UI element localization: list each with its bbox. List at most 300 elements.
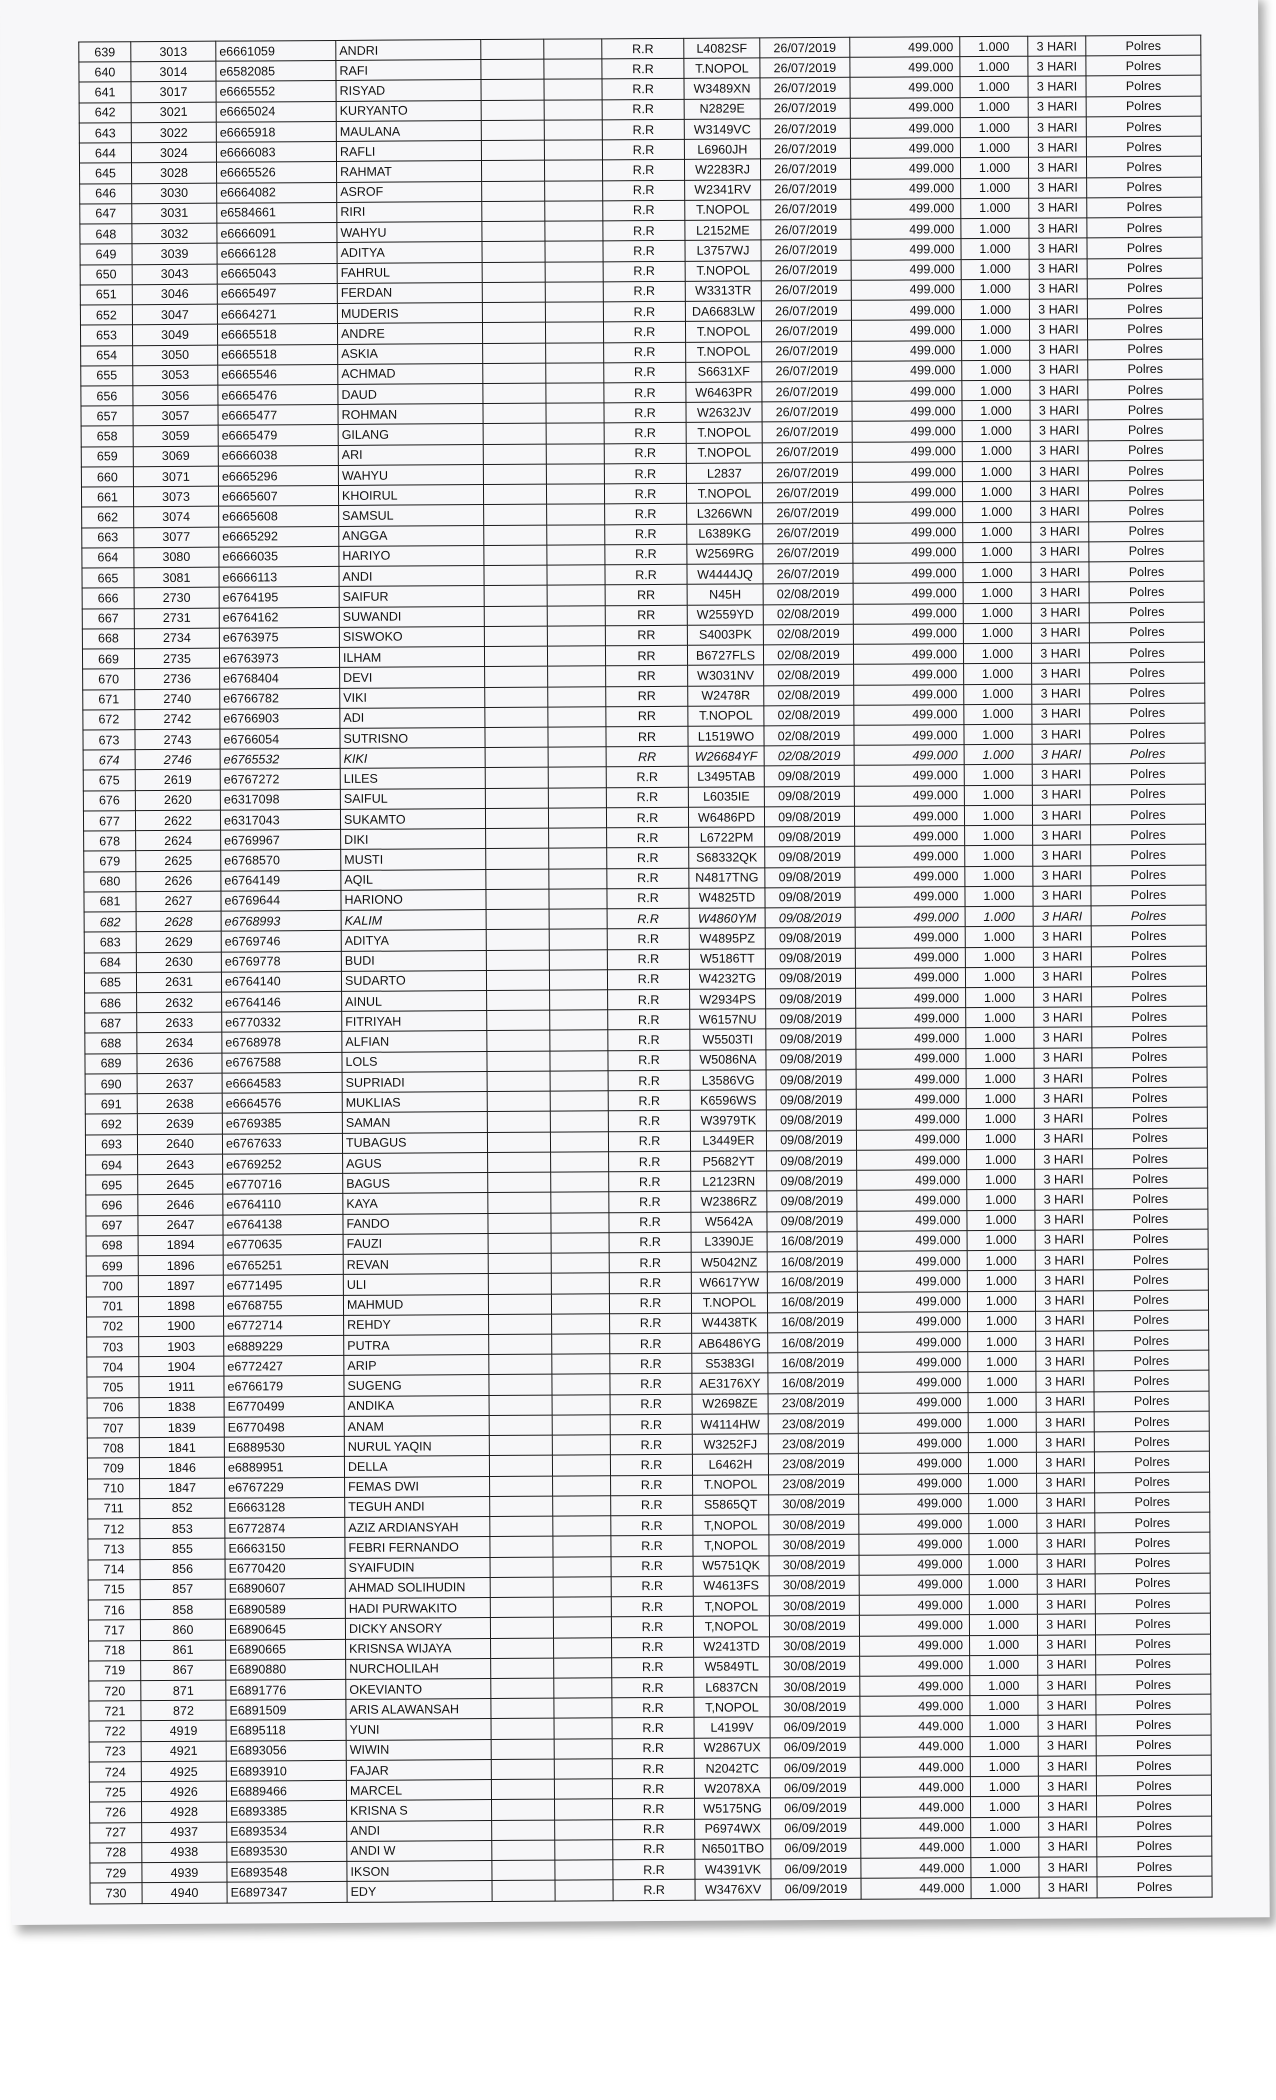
row-number-cell: 705 xyxy=(87,1377,139,1398)
ticket-id-cell: e6769385 xyxy=(222,1113,342,1134)
plate-number-cell: T.NOPOL xyxy=(686,483,762,504)
ticket-id-cell: e6766054 xyxy=(220,728,340,749)
duration-cell: 3 HARI xyxy=(1038,1655,1096,1676)
plate-number-cell: W2078XA xyxy=(694,1778,770,1799)
date-cell: 30/08/2019 xyxy=(769,1575,859,1596)
blank-cell-2 xyxy=(555,1880,613,1901)
ticket-id-cell: e6769967 xyxy=(221,830,341,851)
blank-cell-2 xyxy=(548,787,606,808)
fee-cell: 1.000 xyxy=(961,218,1029,239)
ticket-id-cell: E6890607 xyxy=(225,1578,345,1599)
plate-number-cell: S4003PK xyxy=(687,625,763,646)
blank-cell-2 xyxy=(548,767,606,788)
blank-cell-1 xyxy=(481,140,544,161)
vehicle-type-cell: RR xyxy=(605,645,687,666)
row-number-cell: 691 xyxy=(85,1094,137,1115)
fee-cell: 1.000 xyxy=(965,866,1033,887)
fine-amount-cell: 499.000 xyxy=(851,239,961,260)
fine-amount-cell: 499.000 xyxy=(852,482,962,503)
date-cell: 09/08/2019 xyxy=(765,948,855,969)
name-cell: SAMSUL xyxy=(339,505,484,526)
blank-cell-1 xyxy=(485,788,548,809)
ticket-id-cell: e6317098 xyxy=(220,789,340,810)
plate-number-cell: L3449ER xyxy=(690,1130,766,1151)
blank-cell-1 xyxy=(490,1476,553,1497)
plate-number-cell: W4613FS xyxy=(693,1576,769,1597)
vehicle-type-cell: R.R xyxy=(607,868,689,889)
duration-cell: 3 HARI xyxy=(1032,805,1090,826)
fine-amount-cell: 499.000 xyxy=(851,300,961,321)
name-cell: KURYANTO xyxy=(336,100,481,121)
plate-number-cell: W6486PD xyxy=(688,807,764,828)
blank-cell-2 xyxy=(544,100,602,121)
office-cell: Polres xyxy=(1087,258,1202,279)
row-number-cell: 726 xyxy=(90,1802,142,1823)
name-cell: EDY xyxy=(347,1881,492,1902)
fine-amount-cell: 499.000 xyxy=(852,441,962,462)
ticket-id-cell: e6767229 xyxy=(225,1477,345,1498)
duration-cell: 3 HARI xyxy=(1038,1776,1096,1797)
vehicle-type-cell: R.R xyxy=(606,767,688,788)
vehicle-type-cell: R.R xyxy=(611,1495,693,1516)
blank-cell-1 xyxy=(486,869,549,890)
name-cell: HADI PURWAKITO xyxy=(345,1598,490,1619)
date-cell: 16/08/2019 xyxy=(768,1312,858,1333)
name-cell: FERDAN xyxy=(337,282,482,303)
ticket-id-cell: E6893910 xyxy=(226,1760,346,1781)
name-cell: FAHRUL xyxy=(337,262,482,283)
fine-amount-cell: 499.000 xyxy=(850,138,960,159)
vehicle-type-cell: R.R xyxy=(602,38,684,59)
fine-amount-cell: 499.000 xyxy=(855,866,965,887)
vehicle-type-cell: R.R xyxy=(602,160,684,181)
blank-cell-2 xyxy=(555,1819,613,1840)
blank-cell-2 xyxy=(548,747,606,768)
vehicle-type-cell: R.R xyxy=(611,1536,693,1557)
code-cell: 2646 xyxy=(138,1195,223,1216)
date-cell: 30/08/2019 xyxy=(770,1656,860,1677)
ticket-id-cell: e6768993 xyxy=(221,911,341,932)
duration-cell: 3 HARI xyxy=(1037,1513,1095,1534)
code-cell: 1841 xyxy=(139,1437,224,1458)
duration-cell: 3 HARI xyxy=(1032,704,1090,725)
duration-cell: 3 HARI xyxy=(1030,360,1088,381)
blank-cell-1 xyxy=(485,707,548,728)
code-cell: 2625 xyxy=(136,851,221,872)
plate-number-cell: W3476XV xyxy=(695,1879,771,1900)
blank-cell-1 xyxy=(481,120,544,141)
duration-cell: 3 HARI xyxy=(1035,1230,1093,1251)
code-cell: 3077 xyxy=(134,527,219,548)
row-number-cell: 693 xyxy=(85,1134,137,1155)
name-cell: HARIONO xyxy=(341,889,486,910)
vehicle-type-cell: R.R xyxy=(603,200,685,221)
vehicle-type-cell: R.R xyxy=(609,1273,691,1294)
blank-cell-1 xyxy=(488,1193,551,1214)
date-cell: 06/09/2019 xyxy=(770,1757,860,1778)
fine-amount-cell: 499.000 xyxy=(850,158,960,179)
duration-cell: 3 HARI xyxy=(1034,1027,1092,1048)
fine-amount-cell: 499.000 xyxy=(857,1210,967,1231)
row-number-cell: 715 xyxy=(88,1579,140,1600)
name-cell: FANDO xyxy=(343,1213,488,1234)
row-number-cell: 662 xyxy=(82,507,134,528)
row-number-cell: 644 xyxy=(79,143,131,164)
plate-number-cell: W2341RV xyxy=(685,179,761,200)
blank-cell-2 xyxy=(548,707,606,728)
fee-cell: 1.000 xyxy=(970,1797,1038,1818)
vehicle-type-cell: R.R xyxy=(604,382,686,403)
ticket-id-cell: E6890589 xyxy=(225,1598,345,1619)
date-cell: 02/08/2019 xyxy=(763,644,853,665)
plate-number-cell: W2698ZE xyxy=(692,1394,768,1415)
duration-cell: 3 HARI xyxy=(1029,258,1087,279)
vehicle-type-cell: R.R xyxy=(608,1131,690,1152)
ticket-id-cell: e6768404 xyxy=(220,668,340,689)
ticket-id-cell: e6889951 xyxy=(224,1457,344,1478)
office-cell: Polres xyxy=(1089,521,1204,542)
vehicle-type-cell: R.R xyxy=(608,1070,690,1091)
row-number-cell: 695 xyxy=(86,1175,138,1196)
code-cell: 1847 xyxy=(140,1478,225,1499)
code-cell: 4928 xyxy=(142,1802,227,1823)
plate-number-cell: S6631XF xyxy=(686,362,762,383)
blank-cell-1 xyxy=(484,525,547,546)
row-number-cell: 678 xyxy=(84,831,136,852)
blank-cell-2 xyxy=(550,1111,608,1132)
blank-cell-2 xyxy=(552,1374,610,1395)
blank-cell-1 xyxy=(488,1253,551,1274)
ticket-id-cell: E6891509 xyxy=(226,1700,346,1721)
row-number-cell: 667 xyxy=(82,608,134,629)
name-cell: ULI xyxy=(343,1274,488,1295)
plate-number-cell: W4895PZ xyxy=(689,928,765,949)
duration-cell: 3 HARI xyxy=(1031,582,1089,603)
fee-cell: 1.000 xyxy=(962,481,1030,502)
fine-amount-cell: 449.000 xyxy=(860,1777,970,1798)
duration-cell: 3 HARI xyxy=(1039,1816,1097,1837)
duration-cell: 3 HARI xyxy=(1031,643,1089,664)
date-cell: 02/08/2019 xyxy=(763,604,853,625)
blank-cell-2 xyxy=(547,524,605,545)
row-number-cell: 684 xyxy=(84,952,136,973)
blank-cell-1 xyxy=(483,383,546,404)
duration-cell: 3 HARI xyxy=(1029,319,1087,340)
duration-cell: 3 HARI xyxy=(1030,441,1088,462)
fee-cell: 1.000 xyxy=(965,947,1033,968)
office-cell: Polres xyxy=(1086,76,1201,97)
blank-cell-1 xyxy=(482,201,545,222)
row-number-cell: 679 xyxy=(84,851,136,872)
name-cell: NURUL YAQIN xyxy=(344,1436,489,1457)
ticket-id-cell: e6666091 xyxy=(217,223,337,244)
name-cell: MUDERIS xyxy=(337,303,482,324)
code-cell: 1838 xyxy=(139,1397,224,1418)
fine-amount-cell: 499.000 xyxy=(854,765,964,786)
fee-cell: 1.000 xyxy=(969,1473,1037,1494)
vehicle-type-cell: R.R xyxy=(607,949,689,970)
vehicle-type-cell: R.R xyxy=(612,1698,694,1719)
blank-cell-2 xyxy=(549,848,607,869)
duration-cell: 3 HARI xyxy=(1028,36,1086,57)
row-number-cell: 654 xyxy=(81,345,133,366)
plate-number-cell: W4232TG xyxy=(689,969,765,990)
fee-cell: 1.000 xyxy=(964,805,1032,826)
name-cell: TEGUH ANDI xyxy=(345,1496,490,1517)
blank-cell-1 xyxy=(486,909,549,930)
fine-amount-cell: 499.000 xyxy=(850,77,960,98)
ticket-id-cell: e6665043 xyxy=(217,263,337,284)
blank-cell-1 xyxy=(492,1880,555,1901)
plate-number-cell: W2867UX xyxy=(694,1738,770,1759)
plate-number-cell: T.NOPOL xyxy=(691,1292,767,1313)
code-cell: 1896 xyxy=(138,1255,223,1276)
name-cell: MAULANA xyxy=(336,121,481,142)
date-cell: 26/07/2019 xyxy=(763,543,853,564)
fee-cell: 1.000 xyxy=(961,259,1029,280)
code-cell: 860 xyxy=(140,1619,225,1640)
ticket-id-cell: E6895118 xyxy=(226,1720,346,1741)
office-cell: Polres xyxy=(1092,1108,1207,1129)
office-cell: Polres xyxy=(1096,1735,1211,1756)
office-cell: Polres xyxy=(1089,541,1204,562)
blank-cell-1 xyxy=(489,1435,552,1456)
fee-cell: 1.000 xyxy=(963,643,1031,664)
plate-number-cell: T.NOPOL xyxy=(685,260,761,281)
office-cell: Polres xyxy=(1096,1654,1211,1675)
ticket-id-cell: E6893548 xyxy=(227,1862,347,1883)
fee-cell: 1.000 xyxy=(968,1432,1036,1453)
blank-cell-1 xyxy=(491,1678,554,1699)
code-cell: 3017 xyxy=(131,82,216,103)
blank-cell-1 xyxy=(482,322,545,343)
plate-number-cell: T,NOPOL xyxy=(694,1697,770,1718)
blank-cell-1 xyxy=(487,1031,550,1052)
ticket-id-cell: e6666113 xyxy=(219,567,339,588)
fee-cell: 1.000 xyxy=(963,522,1031,543)
vehicle-type-cell: RR xyxy=(605,625,687,646)
code-cell: 2619 xyxy=(135,770,220,791)
blank-cell-2 xyxy=(546,363,604,384)
blank-cell-2 xyxy=(547,646,605,667)
code-cell: 3047 xyxy=(132,304,217,325)
fee-cell: 1.000 xyxy=(970,1756,1038,1777)
fee-cell: 1.000 xyxy=(964,765,1032,786)
blank-cell-1 xyxy=(492,1820,555,1841)
duration-cell: 3 HARI xyxy=(1028,157,1086,178)
vehicle-type-cell: R.R xyxy=(605,564,687,585)
duration-cell: 3 HARI xyxy=(1035,1149,1093,1170)
duration-cell: 3 HARI xyxy=(1032,724,1090,745)
row-number-cell: 668 xyxy=(82,628,134,649)
name-cell: DIKI xyxy=(341,829,486,850)
row-number-cell: 698 xyxy=(86,1236,138,1257)
blank-cell-1 xyxy=(486,889,549,910)
row-number-cell: 642 xyxy=(79,102,131,123)
ticket-id-cell: E6890880 xyxy=(226,1659,346,1680)
vehicle-type-cell: R.R xyxy=(604,342,686,363)
blank-cell-1 xyxy=(489,1456,552,1477)
fee-cell: 1.000 xyxy=(970,1635,1038,1656)
duration-cell: 3 HARI xyxy=(1038,1675,1096,1696)
row-number-cell: 703 xyxy=(87,1337,139,1358)
vehicle-type-cell: R.R xyxy=(611,1475,693,1496)
fine-amount-cell: 499.000 xyxy=(857,1150,967,1171)
fine-amount-cell: 499.000 xyxy=(857,1190,967,1211)
code-cell: 1846 xyxy=(139,1458,224,1479)
office-cell: Polres xyxy=(1093,1148,1208,1169)
fine-amount-cell: 499.000 xyxy=(859,1554,969,1575)
vehicle-type-cell: R.R xyxy=(604,443,686,464)
fine-amount-cell: 499.000 xyxy=(859,1473,969,1494)
date-cell: 26/07/2019 xyxy=(762,442,852,463)
fine-amount-cell: 499.000 xyxy=(853,583,963,604)
office-cell: Polres xyxy=(1090,804,1205,825)
date-cell: 26/07/2019 xyxy=(761,260,851,281)
duration-cell: 3 HARI xyxy=(1028,97,1086,118)
name-cell: GILANG xyxy=(338,424,483,445)
office-cell: Polres xyxy=(1091,845,1206,866)
date-cell: 02/08/2019 xyxy=(763,624,853,645)
fine-amount-cell: 499.000 xyxy=(857,1291,967,1312)
office-cell: Polres xyxy=(1094,1411,1209,1432)
plate-number-cell: T.NOPOL xyxy=(686,422,762,443)
fine-amount-cell: 499.000 xyxy=(860,1635,970,1656)
office-cell: Polres xyxy=(1087,197,1202,218)
ticket-id-cell: e6770635 xyxy=(223,1234,343,1255)
blank-cell-2 xyxy=(552,1334,610,1355)
date-cell: 06/09/2019 xyxy=(770,1737,860,1758)
row-number-cell: 719 xyxy=(89,1660,141,1681)
ticket-id-cell: e6767272 xyxy=(220,769,340,790)
date-cell: 26/07/2019 xyxy=(761,280,851,301)
blank-cell-1 xyxy=(491,1658,554,1679)
fee-cell: 1.000 xyxy=(960,56,1028,77)
plate-number-cell: T.NOPOL xyxy=(693,1474,769,1495)
ticket-id-cell: E6893534 xyxy=(227,1821,347,1842)
code-cell: 3031 xyxy=(132,203,217,224)
fine-amount-cell: 499.000 xyxy=(855,907,965,928)
name-cell: HARIYO xyxy=(339,545,484,566)
code-cell: 2734 xyxy=(134,628,219,649)
ticket-id-cell: e6769252 xyxy=(223,1153,343,1174)
office-cell: Polres xyxy=(1097,1876,1212,1897)
duration-cell: 3 HARI xyxy=(1034,1088,1092,1109)
blank-cell-1 xyxy=(484,505,547,526)
date-cell: 26/07/2019 xyxy=(760,159,850,180)
date-cell: 26/07/2019 xyxy=(762,402,852,423)
plate-number-cell: W2559YD xyxy=(687,604,763,625)
blank-cell-1 xyxy=(487,1112,550,1133)
ticket-id-cell: e6769644 xyxy=(221,890,341,911)
row-number-cell: 692 xyxy=(85,1114,137,1135)
date-cell: 09/08/2019 xyxy=(764,766,854,787)
vehicle-type-cell: R.R xyxy=(606,787,688,808)
plate-number-cell: W5503TI xyxy=(690,1029,766,1050)
name-cell: KIKI xyxy=(340,748,485,769)
row-number-cell: 707 xyxy=(87,1418,139,1439)
name-cell: KAYA xyxy=(343,1193,488,1214)
fee-cell: 1.000 xyxy=(971,1857,1039,1878)
plate-number-cell: T,NOPOL xyxy=(693,1515,769,1536)
name-cell: ADI xyxy=(340,707,485,728)
row-number-cell: 648 xyxy=(80,224,132,245)
blank-cell-1 xyxy=(491,1719,554,1740)
duration-cell: 3 HARI xyxy=(1035,1209,1093,1230)
fine-amount-cell: 499.000 xyxy=(852,462,962,483)
code-cell: 4919 xyxy=(141,1721,226,1742)
ticket-id-cell: e6764146 xyxy=(222,991,342,1012)
plate-number-cell: W3149VC xyxy=(684,119,760,140)
name-cell: MARCEL xyxy=(346,1780,491,1801)
blank-cell-2 xyxy=(555,1840,613,1861)
fine-amount-cell: 499.000 xyxy=(852,421,962,442)
office-cell: Polres xyxy=(1096,1755,1211,1776)
duration-cell: 3 HARI xyxy=(1036,1331,1094,1352)
blank-cell-1 xyxy=(484,585,547,606)
blank-cell-2 xyxy=(544,160,602,181)
date-cell: 30/08/2019 xyxy=(769,1555,859,1576)
vehicle-type-cell: R.R xyxy=(613,1819,695,1840)
ticket-id-cell: e6764149 xyxy=(221,870,341,891)
ticket-id-cell: e6665518 xyxy=(218,344,338,365)
row-number-cell: 697 xyxy=(86,1215,138,1236)
code-cell: 2626 xyxy=(136,871,221,892)
ticket-id-cell: e6666128 xyxy=(217,243,337,264)
row-number-cell: 690 xyxy=(85,1074,137,1095)
fine-amount-cell: 499.000 xyxy=(852,340,962,361)
blank-cell-2 xyxy=(555,1799,613,1820)
vehicle-type-cell: R.R xyxy=(602,79,684,100)
row-number-cell: 640 xyxy=(79,62,131,83)
row-number-cell: 689 xyxy=(85,1053,137,1074)
vehicle-type-cell: R.R xyxy=(609,1171,691,1192)
code-cell: 4921 xyxy=(141,1741,226,1762)
office-cell: Polres xyxy=(1090,703,1205,724)
code-cell: 3053 xyxy=(133,365,218,386)
duration-cell: 3 HARI xyxy=(1038,1736,1096,1757)
fee-cell: 1.000 xyxy=(960,36,1028,57)
office-cell: Polres xyxy=(1092,1047,1207,1068)
code-cell: 2730 xyxy=(134,588,219,609)
office-cell: Polres xyxy=(1096,1694,1211,1715)
fine-amount-cell: 499.000 xyxy=(858,1413,968,1434)
ticket-id-cell: e6764195 xyxy=(219,587,339,608)
blank-cell-2 xyxy=(553,1617,611,1638)
date-cell: 09/08/2019 xyxy=(765,847,855,868)
plate-number-cell: W2283RJ xyxy=(684,159,760,180)
office-cell: Polres xyxy=(1093,1189,1208,1210)
fine-amount-cell: 499.000 xyxy=(851,259,961,280)
blank-cell-1 xyxy=(489,1334,552,1355)
name-cell: ANDRI xyxy=(336,40,481,61)
ticket-id-cell: e6767588 xyxy=(222,1052,342,1073)
duration-cell: 3 HARI xyxy=(1029,299,1087,320)
blank-cell-2 xyxy=(544,39,602,60)
fine-amount-cell: 449.000 xyxy=(861,1858,971,1879)
name-cell: SUKAMTO xyxy=(340,808,485,829)
date-cell: 06/09/2019 xyxy=(770,1717,860,1738)
plate-number-cell: W2934PS xyxy=(690,989,766,1010)
row-number-cell: 716 xyxy=(88,1600,140,1621)
code-cell: 3043 xyxy=(132,264,217,285)
fee-cell: 1.000 xyxy=(967,1270,1035,1291)
duration-cell: 3 HARI xyxy=(1029,279,1087,300)
blank-cell-2 xyxy=(554,1779,612,1800)
vehicle-type-cell: R.R xyxy=(612,1637,694,1658)
office-cell: Polres xyxy=(1090,743,1205,764)
plate-number-cell: L3266WN xyxy=(687,503,763,524)
